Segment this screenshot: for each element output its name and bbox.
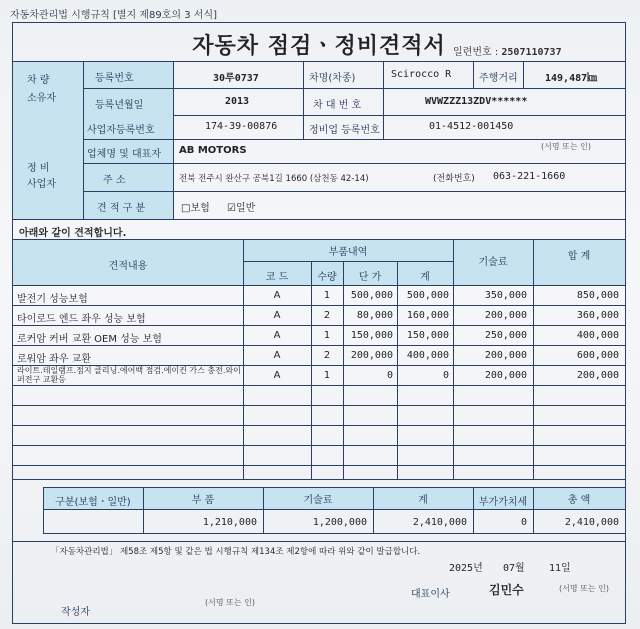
- col-sum-header: 계: [420, 272, 430, 283]
- col-qty-header: 수량: [317, 272, 337, 283]
- business-reg-label: 사업자등록번호: [87, 125, 155, 136]
- writer-sign-note: (서명 또는 인): [205, 598, 255, 607]
- divider: [13, 219, 625, 220]
- summary-type-label: 구분(보험ㆍ일반): [55, 497, 131, 508]
- col-labor-header: 기술료: [478, 257, 508, 268]
- item-total-cell: 200,000: [576, 370, 619, 381]
- owner-header-bg: [13, 61, 83, 115]
- rep-sign-note: (서명 또는 인): [559, 584, 609, 593]
- item-total-cell: 360,000: [576, 310, 619, 321]
- item-labor-cell: 200,000: [484, 350, 527, 361]
- item-content-cell: 라이트.테일램프.점지 클리닝.에어백 점검.에이컨 가스 충전.와이퍼전구 교환등: [17, 366, 241, 384]
- summary-sum-value: 2,410,000: [412, 517, 467, 528]
- shop-section-label-2: 사업자: [27, 179, 56, 190]
- divider: [13, 61, 625, 62]
- divider: [13, 345, 625, 346]
- divider: [173, 115, 174, 219]
- divider: [13, 385, 625, 386]
- item-code-cell: A: [273, 370, 281, 381]
- mileage-label: 주행거리: [479, 73, 518, 84]
- company-sign-note: (서명 또는 인): [541, 142, 591, 151]
- divider: [83, 88, 625, 89]
- divider: [83, 139, 625, 140]
- estimate-type-label: 견 적 구 분: [97, 203, 146, 214]
- col-unit-header: 단 가: [358, 272, 382, 283]
- item-code-cell: A: [273, 330, 281, 341]
- divider: [43, 533, 625, 534]
- address-label: 주 소: [103, 175, 126, 186]
- vin-label: 차 대 번 호: [313, 100, 362, 111]
- item-total-cell: 400,000: [576, 330, 619, 341]
- divider: [523, 61, 524, 88]
- item-labor-cell: 250,000: [484, 330, 527, 341]
- registration-no-value: 30루0737: [213, 73, 259, 84]
- item-content-cell: 로워암 좌우 교환: [17, 354, 91, 365]
- registration-year-label: 등록년월일: [95, 100, 144, 111]
- divider: [383, 115, 384, 139]
- item-unit-cell: 500,000: [350, 290, 393, 301]
- divider: [303, 115, 304, 139]
- divider: [43, 509, 625, 510]
- col-content-header: 견적내용: [108, 261, 148, 272]
- summary-vat-value: 0: [520, 517, 527, 528]
- item-qty-cell: 1: [323, 330, 331, 341]
- divider: [83, 191, 625, 192]
- item-sum-cell: 500,000: [406, 290, 449, 301]
- item-content-cell: 발전기 성능보험: [17, 294, 88, 305]
- company-label: 업체명 및 대표자: [87, 149, 161, 160]
- divider: [13, 425, 625, 426]
- item-total-cell: 600,000: [576, 350, 619, 361]
- writer-label: 작성자: [61, 607, 90, 618]
- issuance-statement: 「자동차관리법」 제58조 제5항 및 같은 법 시행규칙 제134조 제2항에 따라 위와 같이 발급합니다.: [51, 547, 421, 557]
- mileage-value: 149,487㎞: [545, 73, 598, 84]
- summary-labor-value: 1,200,000: [312, 517, 367, 528]
- item-labor-cell: 200,000: [484, 310, 527, 321]
- shop-section-label-1: 정 비: [27, 163, 50, 174]
- model-label: 차명(차종): [309, 73, 356, 84]
- rep-name: 김민수: [489, 583, 524, 597]
- owner-section-label-2: 소유자: [27, 93, 56, 104]
- col-parts-header: 부품내역: [328, 247, 368, 258]
- divider: [243, 261, 453, 262]
- summary-parts-label: 부 품: [191, 495, 215, 506]
- col-total-header: 합 계: [567, 251, 591, 262]
- rep-label: 대표이사: [411, 589, 450, 600]
- divider: [13, 325, 625, 326]
- item-qty-cell: 2: [323, 310, 331, 321]
- issue-day: 11일: [549, 563, 571, 574]
- item-qty-cell: 1: [323, 290, 331, 301]
- divider: [383, 61, 384, 115]
- divider: [13, 479, 625, 480]
- intro-text: 아래와 같이 견적합니다.: [19, 228, 127, 239]
- address-value: 전북 전주시 완산구 공북1길 1660 (삼천동 42-14): [179, 174, 369, 184]
- divider: [43, 487, 625, 488]
- registration-year-value: 2013: [225, 96, 250, 107]
- registration-no-label: 등록번호: [95, 73, 134, 84]
- summary-vat-label: 부가가치세: [478, 497, 528, 508]
- summary-labor-label: 기술료: [303, 495, 333, 506]
- estimate-form: [12, 22, 626, 624]
- divider: [173, 61, 174, 115]
- business-reg-value: 174-39-00876: [205, 121, 278, 132]
- item-sum-cell: 150,000: [406, 330, 449, 341]
- control-number: 일련번호 : 2507110737: [453, 47, 562, 58]
- divider: [13, 541, 625, 542]
- issue-year: 2025년: [449, 563, 483, 574]
- item-sum-cell: 400,000: [406, 350, 449, 361]
- divider: [473, 61, 474, 88]
- summary-total-value: 2,410,000: [564, 517, 619, 528]
- vin-value: WVWZZZ13ZDV******: [425, 96, 528, 107]
- item-qty-cell: 1: [323, 370, 331, 381]
- item-sum-cell: 160,000: [406, 310, 449, 321]
- item-content-cell: 타이로드 엔드 좌우 성능 보험: [17, 314, 146, 325]
- owner-section-label-1: 차 량: [27, 75, 50, 86]
- divider: [13, 405, 625, 406]
- item-code-cell: A: [273, 350, 281, 361]
- item-code-cell: A: [273, 310, 281, 321]
- insurance-checkbox: □보험: [181, 203, 210, 214]
- item-sum-cell: 0: [442, 370, 449, 381]
- company-value: AB MOTORS: [179, 145, 247, 156]
- divider: [303, 61, 304, 115]
- item-labor-cell: 200,000: [484, 370, 527, 381]
- item-labor-cell: 350,000: [484, 290, 527, 301]
- summary-total-label: 총 액: [567, 495, 591, 506]
- item-qty-cell: 2: [323, 350, 331, 361]
- item-code-cell: A: [273, 290, 281, 301]
- item-unit-cell: 0: [386, 370, 393, 381]
- summary-sum-label: 계: [418, 495, 428, 506]
- shop-reg-value: 01-4512-001450: [429, 121, 514, 132]
- summary-parts-value: 1,210,000: [202, 517, 257, 528]
- item-unit-cell: 150,000: [350, 330, 393, 341]
- issue-month: 07월: [503, 563, 525, 574]
- col-code-header: 코 드: [265, 272, 289, 283]
- phone-label: (전화번호): [433, 174, 475, 184]
- divider: [13, 445, 625, 446]
- item-unit-cell: 200,000: [350, 350, 393, 361]
- divider: [83, 115, 84, 219]
- general-checkbox: ☑일반: [227, 203, 256, 214]
- item-unit-cell: 80,000: [356, 310, 393, 321]
- divider: [83, 61, 84, 115]
- item-content-cell: 로커암 커버 교환 OEM 성능 보험: [17, 334, 162, 345]
- legal-reference: 자동차관리법 시행규칙 [별지 제89호의 3 서식]: [10, 10, 218, 21]
- divider: [13, 465, 625, 466]
- shop-reg-label: 정비업 등록번호: [309, 125, 380, 136]
- document-title: 자동차 점검ㆍ정비견적서: [192, 34, 446, 59]
- phone-value: 063-221-1660: [493, 171, 566, 182]
- divider: [13, 305, 625, 306]
- model-value: Scirocco R: [391, 69, 452, 80]
- divider: [83, 163, 625, 164]
- item-total-cell: 850,000: [576, 290, 619, 301]
